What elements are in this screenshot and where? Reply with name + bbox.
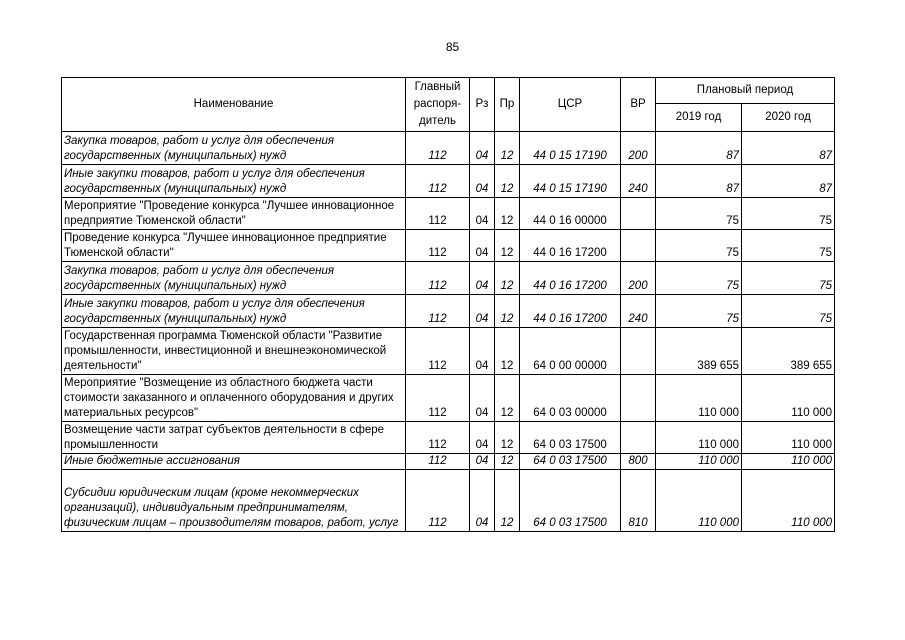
row-name: Закупка товаров, работ и услуг для обеспечения государственных (муниципальных) нужд: [62, 132, 406, 165]
table-row: [62, 422, 835, 454]
row-rz: 04: [470, 198, 495, 230]
row-main-manager: 112: [406, 262, 470, 295]
row-vr: [621, 328, 656, 375]
header-year-2019: 2019 год: [656, 104, 742, 132]
row-vr: 240: [621, 295, 656, 328]
row-2020: 75: [742, 198, 835, 230]
row-pr: 12: [495, 165, 520, 198]
row-2020: 110 000: [742, 422, 835, 454]
table-row: [62, 454, 835, 470]
row-pr: 12: [495, 375, 520, 422]
row-vr: [621, 422, 656, 454]
row-pr: 12: [495, 295, 520, 328]
row-vr: 200: [621, 262, 656, 295]
row-csr: 64 0 03 00000: [520, 375, 621, 422]
header-csr: ЦСР: [520, 78, 621, 132]
row-pr: 12: [495, 198, 520, 230]
row-main-manager: 112: [406, 454, 470, 470]
row-2020: 75: [742, 262, 835, 295]
row-2020: 110 000: [742, 470, 835, 532]
row-main-manager: 112: [406, 295, 470, 328]
row-2019: 110 000: [656, 454, 742, 470]
row-main-manager: 112: [406, 375, 470, 422]
row-vr: 810: [621, 470, 656, 532]
row-main-manager: 112: [406, 132, 470, 165]
row-pr: 12: [495, 454, 520, 470]
row-main-manager: 112: [406, 422, 470, 454]
row-csr: 64 0 03 17500: [520, 422, 621, 454]
header-name: Наименование: [62, 78, 406, 132]
row-rz: 04: [470, 295, 495, 328]
row-pr: 12: [495, 132, 520, 165]
row-name: Проведение конкурса "Лучшее инновационное предприятие Тюменской области": [62, 230, 406, 262]
row-2020: 389 655: [742, 328, 835, 375]
table-row: [62, 295, 835, 328]
row-2019: 87: [656, 132, 742, 165]
row-rz: 04: [470, 262, 495, 295]
table-row: [62, 132, 835, 165]
row-pr: 12: [495, 470, 520, 532]
table-row: [62, 165, 835, 198]
header-vr: ВР: [621, 78, 656, 132]
row-2020: 75: [742, 295, 835, 328]
table-row: [62, 328, 835, 375]
row-rz: 04: [470, 230, 495, 262]
row-name: Мероприятие "Проведение конкурса "Лучшее инновационное предприятие Тюменской области": [62, 198, 406, 230]
row-name: Субсидии юридическим лицам (кроме некоммерческих организаций), индивидуальным предпринимателям, физическим лицам – производителям товаров, работ, услуг: [62, 470, 406, 532]
row-csr: 44 0 16 00000: [520, 198, 621, 230]
row-vr: 200: [621, 132, 656, 165]
row-csr: 64 0 03 17500: [520, 454, 621, 470]
row-main-manager: 112: [406, 230, 470, 262]
row-csr: 44 0 15 17190: [520, 132, 621, 165]
header-main-manager: Главный распоря-дитель: [406, 78, 470, 132]
table-body: [62, 132, 835, 532]
row-rz: 04: [470, 328, 495, 375]
header-rz: Рз: [470, 78, 495, 132]
row-main-manager: 112: [406, 198, 470, 230]
row-2019: 75: [656, 198, 742, 230]
row-vr: 800: [621, 454, 656, 470]
table-row: [62, 375, 835, 422]
table-row: [62, 230, 835, 262]
row-2020: 87: [742, 165, 835, 198]
row-rz: 04: [470, 470, 495, 532]
row-vr: [621, 198, 656, 230]
row-main-manager: 112: [406, 328, 470, 375]
header-plan-period: Плановый период: [656, 78, 835, 104]
header-year-2020: 2020 год: [742, 104, 835, 132]
row-2019: 110 000: [656, 470, 742, 532]
table-row: [62, 262, 835, 295]
row-main-manager: 112: [406, 165, 470, 198]
table-row: [62, 470, 835, 532]
row-pr: 12: [495, 422, 520, 454]
row-2020: 87: [742, 132, 835, 165]
row-csr: 64 0 03 17500: [520, 470, 621, 532]
row-vr: [621, 230, 656, 262]
row-2019: 110 000: [656, 375, 742, 422]
row-pr: 12: [495, 328, 520, 375]
row-2019: 75: [656, 230, 742, 262]
row-rz: 04: [470, 132, 495, 165]
row-rz: 04: [470, 165, 495, 198]
row-2019: 110 000: [656, 422, 742, 454]
row-2019: 87: [656, 165, 742, 198]
row-name: Возмещение части затрат субъектов деятельности в сфере промышленности: [62, 422, 406, 454]
page-number: 85: [445, 40, 460, 54]
row-rz: 04: [470, 375, 495, 422]
row-vr: [621, 375, 656, 422]
header-pr: Пр: [495, 78, 520, 132]
row-name: Иные закупки товаров, работ и услуг для обеспечения государственных (муниципальных) нужд: [62, 165, 406, 198]
row-name: Закупка товаров, работ и услуг для обеспечения государственных (муниципальных) нужд: [62, 262, 406, 295]
row-2019: 389 655: [656, 328, 742, 375]
row-csr: 44 0 16 17200: [520, 230, 621, 262]
row-rz: 04: [470, 422, 495, 454]
row-2019: 75: [656, 295, 742, 328]
row-main-manager: 112: [406, 470, 470, 532]
row-2020: 110 000: [742, 454, 835, 470]
row-csr: 44 0 16 17200: [520, 295, 621, 328]
row-pr: 12: [495, 262, 520, 295]
row-csr: 64 0 00 00000: [520, 328, 621, 375]
row-2020: 75: [742, 230, 835, 262]
row-name: Иные бюджетные ассигнования: [62, 454, 406, 470]
row-2020: 110 000: [742, 375, 835, 422]
row-name: Иные закупки товаров, работ и услуг для обеспечения государственных (муниципальных) нужд: [62, 295, 406, 328]
table-row: [62, 198, 835, 230]
row-csr: 44 0 15 17190: [520, 165, 621, 198]
row-name: Государственная программа Тюменской области "Развитие промышленности, инвестиционной и внешнеэкономической деятельности": [62, 328, 406, 375]
row-name: Мероприятие "Возмещение из областного бюджета части стоимости заказанного и оплаченного оборудования и других материальных ресурсов": [62, 375, 406, 422]
row-csr: 44 0 16 17200: [520, 262, 621, 295]
row-rz: 04: [470, 454, 495, 470]
row-vr: 240: [621, 165, 656, 198]
budget-table: [61, 77, 835, 532]
row-2019: 75: [656, 262, 742, 295]
row-pr: 12: [495, 230, 520, 262]
